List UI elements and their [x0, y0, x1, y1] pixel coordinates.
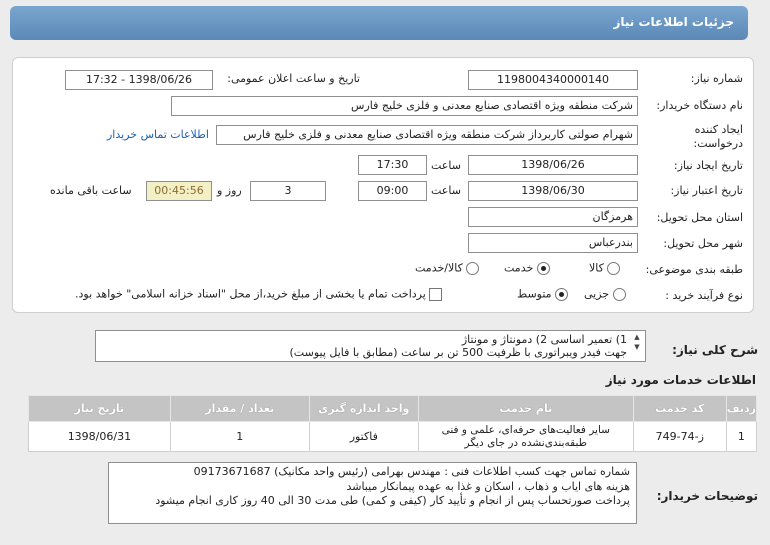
validity-label: تاریخ اعتبار نیاز: [670, 184, 743, 197]
validity-time-label: ساعت [431, 184, 461, 197]
province-field: هرمزگان [468, 207, 638, 227]
province-label: استان محل تحویل: [656, 211, 743, 224]
days-field: 3 [250, 181, 326, 201]
description-line-1: 1) تعمیر اساسی 2) دمونتاژ و مونتاژ [461, 333, 627, 346]
creator-field: شهرام صولتی کاربرداز شرکت منطقه ویژه اقتصادی صنایع معدنی و فلزی خلیج فارس [216, 125, 638, 145]
need-number-field: 1198004340000140 [468, 70, 638, 90]
process-option-minor[interactable]: جزیی [584, 287, 626, 301]
days-label: روز و [217, 184, 242, 197]
creator-label-2: درخواست: [693, 137, 743, 150]
validity-date-field: 1398/06/30 [468, 181, 638, 201]
col-date: تاریخ نیاز [29, 396, 171, 422]
city-field: بندرعباس [468, 233, 638, 253]
category-option-goods[interactable]: کالا [589, 261, 620, 275]
col-code: کد خدمت [633, 396, 726, 422]
cell-row: 1 [726, 422, 756, 452]
radio-minor[interactable] [613, 288, 626, 301]
services-header-row [29, 396, 757, 422]
create-date-label: تاریخ ایجاد نیاز: [673, 159, 743, 172]
buyer-notes-label: توضیحات خریدار: [656, 489, 758, 503]
buyer-org-label: نام دستگاه خریدار: [656, 99, 743, 112]
services-section-title: اطلاعات خدمات مورد نیاز [605, 373, 756, 387]
process-label: نوع فرآیند خرید : [665, 289, 743, 302]
services-table [28, 395, 757, 452]
need-number-label: شماره نیاز: [690, 72, 743, 85]
scroll-down-icon[interactable]: ▼ [634, 343, 640, 351]
cell-unit: فاکتور [309, 422, 418, 452]
buyer-notes-line-1: شماره تماس جهت کسب اطلاعات فنی : مهندس بهرامی (رئیس واحد مکانیک) 09173671687 [193, 465, 630, 478]
treasury-checkbox[interactable] [429, 288, 442, 301]
radio-goods[interactable] [607, 262, 620, 275]
buyer-notes-box [108, 462, 637, 524]
radio-goods-service[interactable] [466, 262, 479, 275]
process-option-medium[interactable]: متوسط [517, 287, 568, 301]
cell-qty: 1 [170, 422, 309, 452]
creator-label: ایجاد کننده [694, 123, 743, 136]
category-label: طبقه بندی موضوعی: [645, 263, 743, 276]
col-unit: واحد اندازه گیری [309, 396, 418, 422]
buyer-notes-line-3: پرداخت صورتحساب پس از انجام و تأیید کار (کیفی و کمی) طی مدت 30 الی 40 روز کاری انجام میشود [155, 494, 630, 507]
buyer-contact-link[interactable]: اطلاعات تماس خریدار [107, 128, 209, 141]
validity-time-field: 09:00 [358, 181, 427, 201]
description-scrollbar[interactable] [632, 332, 642, 360]
cell-date: 1398/06/31 [29, 422, 171, 452]
description-line-2: جهت فیدر ویبراتوری با ظرفیت 500 تن بر ساعت (مطابق با فایل پیوست) [289, 346, 627, 359]
cell-name: سایر فعالیت‌های حرفه‌ای، علمی و فنی طبقه‌بندی‌نشده در جای دیگر [418, 422, 633, 452]
create-time-field: 17:30 [358, 155, 427, 175]
category-option-service[interactable]: خدمت [504, 261, 550, 275]
announce-field: 1398/06/26 - 17:32 [65, 70, 213, 90]
buyer-org-field: شرکت منطقه ویژه اقتصادی صنایع معدنی و فلزی خلیج فارس [171, 96, 638, 116]
col-name: نام خدمت [418, 396, 633, 422]
create-time-label: ساعت [431, 159, 461, 172]
buyer-notes-line-2: هزینه های ایاب و ذهاب ، اسکان و غذا به عهده پیمانکار میباشد [346, 479, 630, 493]
scroll-up-icon[interactable]: ▲ [634, 333, 640, 341]
create-date-field: 1398/06/26 [468, 155, 638, 175]
category-option-goods-service[interactable]: کالا/خدمت [415, 261, 479, 275]
page-header [10, 6, 748, 40]
announce-label: تاریخ و ساعت اعلان عمومی: [227, 72, 360, 85]
remaining-time-field: 00:45:56 [146, 181, 212, 201]
page-title: جزئیات اطلاعات نیاز [613, 15, 734, 29]
cell-code: ز-74-749 [633, 422, 726, 452]
table-row [29, 422, 757, 452]
treasury-payment-option[interactable]: پرداخت تمام یا بخشی از مبلغ خرید،از محل "اسناد خزانه اسلامی" خواهد بود. [75, 287, 442, 301]
col-row: ردیف [726, 396, 756, 422]
description-textarea[interactable] [95, 330, 646, 362]
remaining-label: ساعت باقی مانده [50, 184, 132, 197]
description-label: شرح کلی نیاز: [672, 343, 758, 357]
radio-medium[interactable] [555, 288, 568, 301]
city-label: شهر محل تحویل: [663, 237, 743, 250]
radio-service[interactable] [537, 262, 550, 275]
col-qty: تعداد / مقدار [170, 396, 309, 422]
